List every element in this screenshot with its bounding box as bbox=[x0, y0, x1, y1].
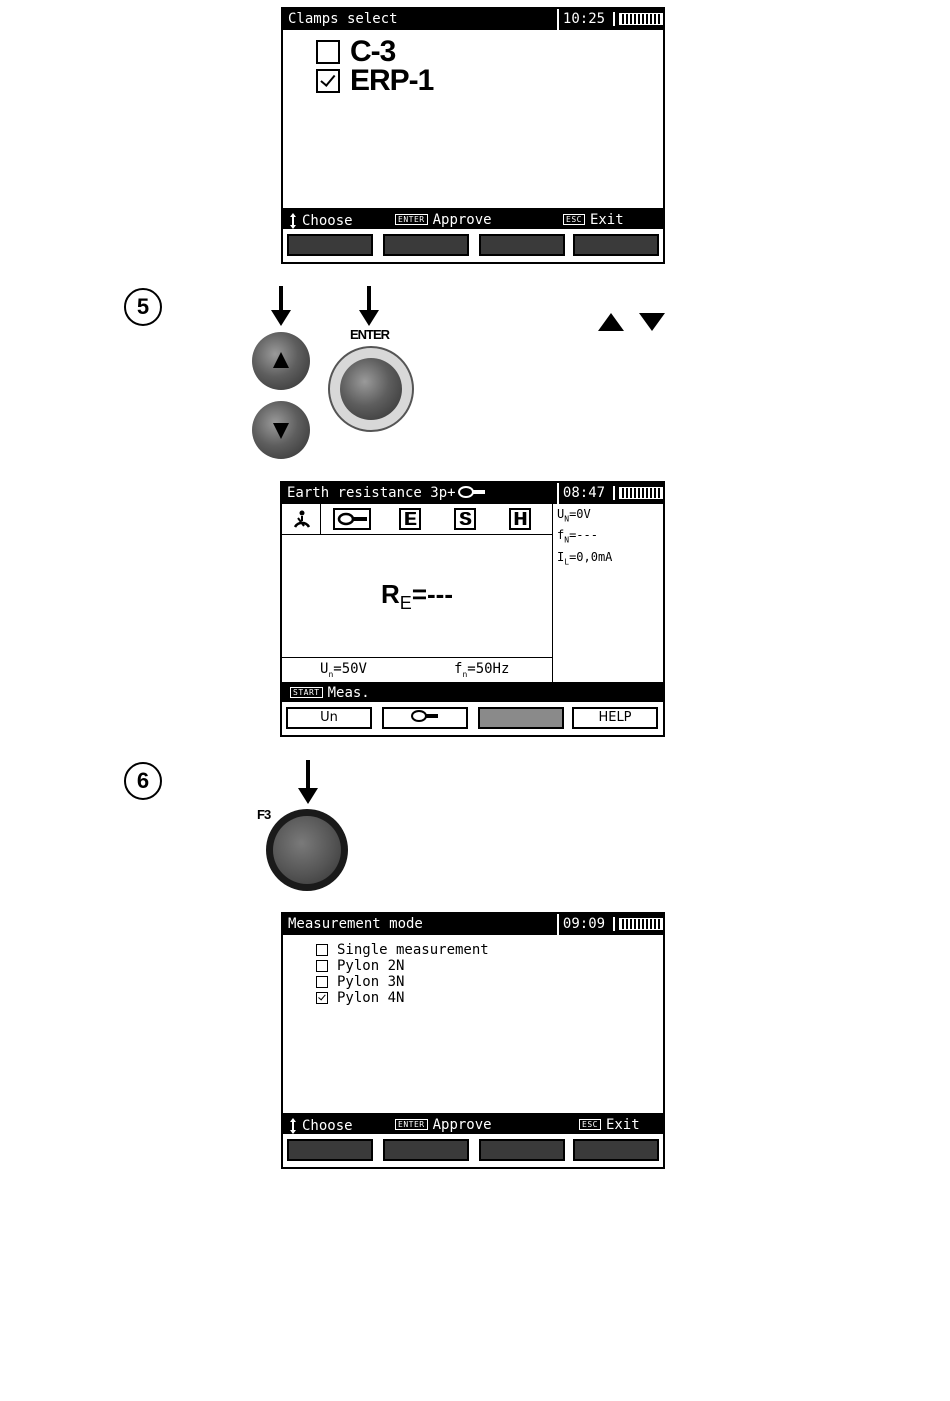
option-c3[interactable] bbox=[316, 35, 396, 68]
checkbox-checked-icon[interactable] bbox=[316, 992, 328, 1004]
triangle-up-icon bbox=[271, 350, 291, 370]
up-button[interactable] bbox=[252, 332, 310, 390]
exit-hint: ESC Exit bbox=[579, 1117, 640, 1133]
f1-button[interactable] bbox=[287, 1139, 373, 1161]
option-label: Pylon 2N bbox=[337, 958, 405, 974]
f4-button[interactable] bbox=[573, 234, 659, 256]
f2-button[interactable] bbox=[383, 1139, 469, 1161]
clamp-icon bbox=[457, 485, 487, 499]
enter-button-label: ENTER bbox=[350, 327, 390, 342]
f1-button[interactable] bbox=[287, 234, 373, 256]
option-erp1[interactable] bbox=[316, 64, 434, 97]
un-button[interactable]: Un bbox=[286, 707, 372, 729]
clock: 09:09 bbox=[557, 914, 609, 935]
clock: 10:25 bbox=[557, 9, 609, 30]
screen-title: Clamps select bbox=[288, 11, 398, 27]
function-key-row bbox=[282, 702, 663, 735]
clamp-button[interactable] bbox=[382, 707, 468, 729]
title-bar bbox=[283, 914, 663, 935]
f3-button-knob[interactable] bbox=[273, 816, 341, 884]
checkbox-unchecked-icon[interactable] bbox=[316, 40, 340, 64]
frequency-reading: $f_N=---$ bbox=[557, 528, 598, 545]
f3-physical-button[interactable] bbox=[266, 809, 348, 891]
measurement-mode-screen bbox=[281, 912, 665, 1169]
mains-frequency-param: $f_n=50Hz$ bbox=[454, 661, 510, 679]
up-down-icon bbox=[289, 1117, 298, 1135]
step-number-5: 5 bbox=[124, 288, 162, 326]
option-pylon-2n[interactable] bbox=[316, 958, 404, 974]
f3-button[interactable] bbox=[478, 707, 564, 729]
exit-hint: ESC Exit bbox=[563, 212, 624, 228]
option-single-measurement[interactable] bbox=[316, 942, 489, 958]
resistance-result: $R_E=---$ bbox=[381, 579, 453, 614]
clamp-mode-icon[interactable] bbox=[332, 507, 372, 531]
press-arrow-icon bbox=[279, 286, 283, 312]
option-pylon-3n[interactable] bbox=[316, 974, 404, 990]
help-button[interactable]: HELP bbox=[572, 707, 658, 729]
f3-button[interactable] bbox=[479, 1139, 565, 1161]
enter-button-knob[interactable] bbox=[340, 358, 402, 420]
clamps-select-screen bbox=[281, 7, 665, 264]
divider bbox=[320, 504, 321, 534]
voltage-reading: $U_N=0V$ bbox=[557, 507, 591, 524]
enter-key-icon: ENTER bbox=[395, 214, 428, 225]
parameter-row bbox=[282, 657, 552, 682]
option-label: Single measurement bbox=[337, 942, 489, 958]
press-arrow-icon bbox=[367, 286, 371, 312]
option-label: Pylon 4N bbox=[337, 990, 405, 1006]
choose-hint: Choose bbox=[289, 212, 353, 230]
battery-icon bbox=[613, 12, 659, 26]
title-bar bbox=[283, 9, 663, 30]
current-reading: $I_L=0,0mA$ bbox=[557, 549, 613, 567]
title-bar bbox=[282, 483, 663, 504]
screen-title: Measurement mode bbox=[288, 916, 423, 932]
checkbox-unchecked-icon[interactable] bbox=[316, 976, 328, 988]
f3-button-label: F3 bbox=[257, 807, 271, 822]
function-key-row bbox=[283, 1134, 663, 1167]
battery-icon bbox=[613, 486, 659, 500]
f3-button[interactable] bbox=[479, 234, 565, 256]
battery-icon bbox=[613, 917, 659, 931]
up-down-icon bbox=[289, 212, 298, 230]
function-key-row bbox=[283, 229, 663, 262]
option-label: ERP-1 bbox=[350, 64, 434, 97]
electrode-h-icon[interactable]: H bbox=[509, 508, 531, 530]
electrode-e-icon[interactable]: E bbox=[399, 508, 421, 530]
enter-button[interactable] bbox=[328, 346, 414, 432]
enter-key-icon: ENTER bbox=[395, 1119, 428, 1130]
up-down-arrows-icon bbox=[597, 311, 667, 333]
meter-settings-icon[interactable] bbox=[286, 507, 318, 531]
f4-button[interactable] bbox=[573, 1139, 659, 1161]
esc-key-icon: ESC bbox=[579, 1119, 601, 1130]
readings-panel bbox=[552, 504, 663, 684]
earth-resistance-screen bbox=[280, 481, 665, 737]
option-label: C-3 bbox=[350, 35, 396, 68]
f2-button[interactable] bbox=[383, 234, 469, 256]
start-key-icon: START bbox=[290, 687, 323, 698]
triangle-down-icon bbox=[271, 421, 291, 441]
option-label: Pylon 3N bbox=[337, 974, 405, 990]
screen-title: Earth resistance 3p+ bbox=[287, 485, 487, 501]
checkbox-unchecked-icon[interactable] bbox=[316, 960, 328, 972]
start-hint: START Meas. bbox=[290, 685, 370, 701]
electrode-s-icon[interactable]: S bbox=[454, 508, 476, 530]
test-voltage-param: $U_n=50V$ bbox=[320, 661, 367, 679]
press-arrow-icon bbox=[306, 760, 310, 790]
option-pylon-4n[interactable] bbox=[316, 990, 404, 1006]
approve-hint: ENTER Approve bbox=[395, 212, 492, 228]
clock: 08:47 bbox=[557, 483, 609, 504]
checkbox-unchecked-icon[interactable] bbox=[316, 944, 328, 956]
approve-hint: ENTER Approve bbox=[395, 1117, 492, 1133]
choose-hint: Choose bbox=[289, 1117, 353, 1135]
down-button[interactable] bbox=[252, 401, 310, 459]
clamp-icon bbox=[410, 709, 440, 723]
esc-key-icon: ESC bbox=[563, 214, 585, 225]
checkbox-checked-icon[interactable] bbox=[316, 69, 340, 93]
step-number-6: 6 bbox=[124, 762, 162, 800]
icon-row bbox=[282, 504, 552, 535]
